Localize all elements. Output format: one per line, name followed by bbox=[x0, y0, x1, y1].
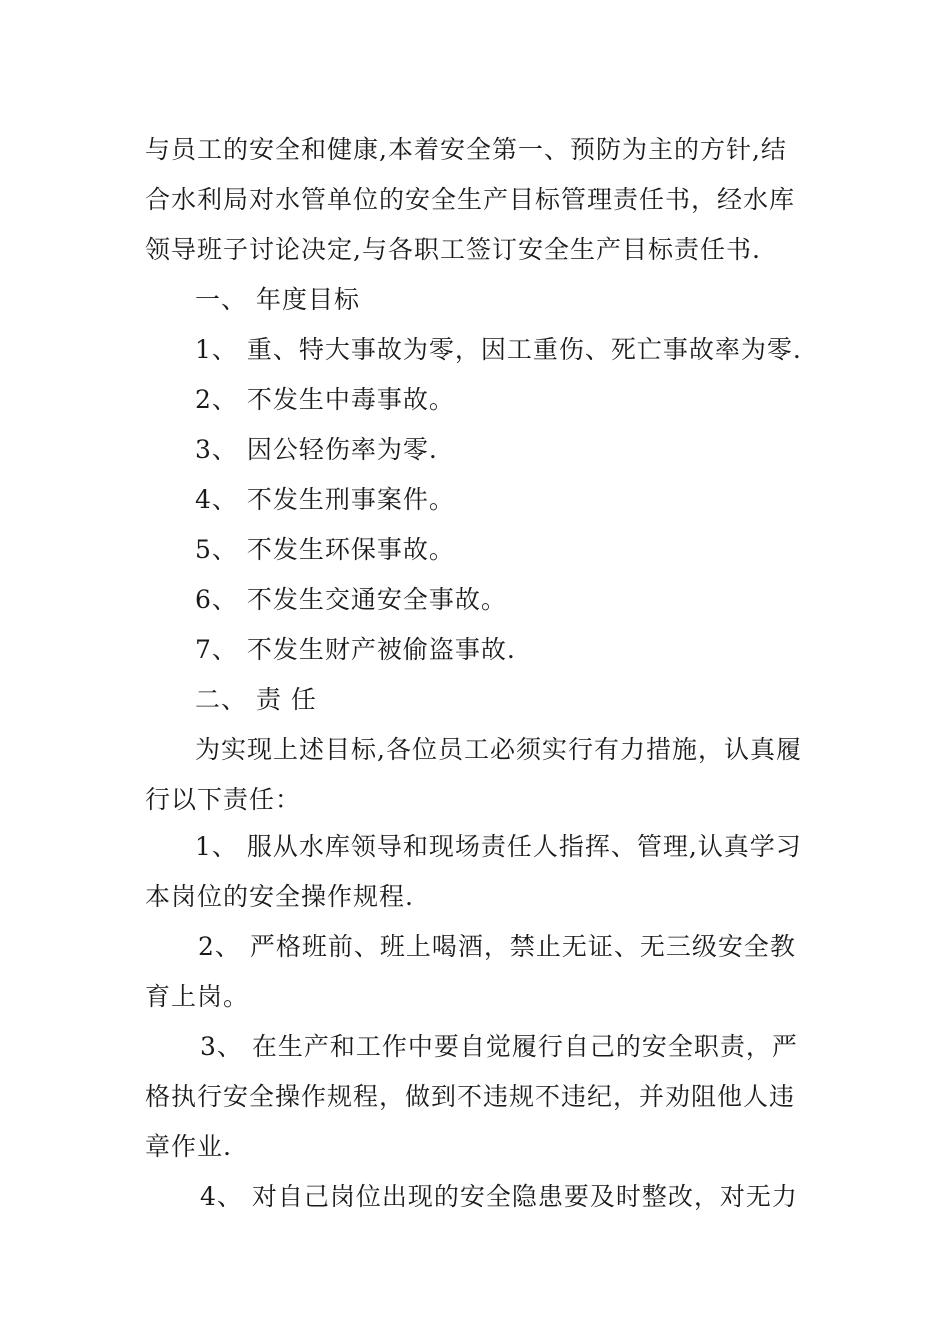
goal-item: 7、 不发生财产被偷盗事故. bbox=[195, 635, 516, 664]
section-heading-annual-goals: 一、 年度目标 bbox=[195, 285, 360, 314]
responsibility-item: 4、 对自己岗位出现的安全隐患要及时整改，对无力 bbox=[200, 1182, 798, 1211]
responsibility-item-continued: 章作业. bbox=[145, 1132, 232, 1161]
body-text-line: 合水利局对水管单位的安全生产目标管理责任书，经水库 bbox=[145, 185, 796, 214]
responsibility-item-continued: 本岗位的安全操作规程. bbox=[145, 882, 414, 911]
responsibility-item-continued: 格执行安全操作规程，做到不违规不违纪，并劝阻他人违 bbox=[145, 1082, 796, 1111]
goal-item: 2、 不发生中毒事故。 bbox=[195, 385, 455, 414]
section-heading-responsibilities: 二、 责 任 bbox=[195, 685, 317, 714]
body-text-line: 与员工的安全和健康,本着安全第一、预防为主的方针,结 bbox=[145, 135, 787, 164]
body-text-line: 领导班子讨论决定,与各职工签订安全生产目标责任书. bbox=[145, 235, 761, 264]
goal-item: 6、 不发生交通安全事故。 bbox=[195, 585, 507, 614]
goal-item: 1、 重、特大事故为零，因工重伤、死亡事故率为零. bbox=[195, 335, 802, 364]
goal-item: 5、 不发生环保事故。 bbox=[195, 535, 455, 564]
body-text-line: 行以下责任： bbox=[145, 785, 302, 814]
body-text-line: 为实现上述目标,各位员工必须实行有力措施，认真履 bbox=[195, 735, 802, 764]
responsibility-item: 1、 服从水库领导和现场责任人指挥、管理,认真学习 bbox=[195, 832, 802, 861]
responsibility-item: 3、 在生产和工作中要自觉履行自己的安全职责，严 bbox=[200, 1032, 798, 1061]
goal-item: 4、 不发生刑事案件。 bbox=[195, 485, 455, 514]
goal-item: 3、 因公轻伤率为零. bbox=[195, 435, 438, 464]
responsibility-item-continued: 育上岗。 bbox=[145, 982, 250, 1011]
responsibility-item: 2、 严格班前、班上喝酒，禁止无证、无三级安全教 bbox=[198, 932, 796, 961]
